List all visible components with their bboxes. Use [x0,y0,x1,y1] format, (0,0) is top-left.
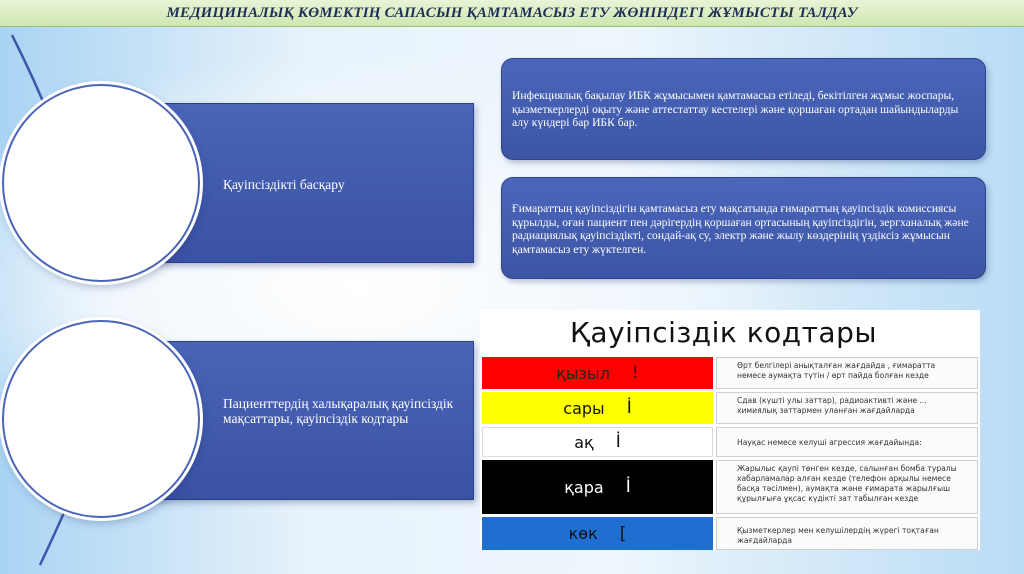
code-row-white [480,427,980,457]
code-name-yellow: сары [563,398,605,418]
swatch-black [482,460,713,514]
page-title: МЕДИЦИНАЛЫҚ КӨМЕКТІҢ САПАСЫН ҚАМТАМАСЫЗ ЕТУ ЖӨНІНДЕГІ ЖҰМЫСТЫ ТАЛДАУ [166,4,858,21]
code-row-black [480,460,980,514]
swatch-blue [482,517,713,550]
info-box-building-safety [501,177,986,279]
title-bar [0,0,1024,27]
code-row-yellow [480,392,980,424]
code-mark-black: İ [625,477,631,497]
circle-bullet-2 [2,320,200,518]
code-desc-black: Жарылыс қаупі төнген кезде, салынған бомба туралы хабарламалар алған кезде (телефон арқылы немесе басқа тәсілмен), аумақта және ғимарата жарылғыш құрылғыға ұқсас күдікті зат табылған кезде [716,460,978,514]
code-mark-white: İ [615,432,621,452]
code-mark-red: ! [631,363,639,383]
code-mark-yellow: İ [626,398,632,418]
code-desc-white: Науқас немесе келуші агрессия жағдайында: [716,427,978,457]
code-mark-blue: [ [619,523,627,544]
code-row-blue [480,517,980,550]
panel-label-safety-management: Қауіпсіздікті басқару [223,177,345,192]
code-desc-blue: Қызметкерлер мен келушілердің жүрегі тоқтаған жағдайларда [716,517,978,550]
code-name-blue: көк [568,524,598,543]
info-text-building-safety: Ғимараттың қауіпсіздігін қамтамасыз ету мақсатында ғимараттың қауіпсіздік комиссиясы құрылды, оған пациент пен дәрігердің қоршаған ортасының қауіпсіздігін, зергханалық және радиациялық қауіпсіздікті, сондай-ақ су, электр және жылу көздерінің үздіксіз жұмысын қамтамасыз ету жүктелген. [512,202,969,256]
safety-codes-title: Қауіпсіздік кодтары [570,316,877,349]
code-name-white: ақ [574,432,594,452]
swatch-red [482,357,713,389]
info-text-infection-control: Инфекциялық бақылау ИБК жұмысымен қамтамасыз етіледі, бекітілген жұмыс жоспары, қызметкерлерді оқыту және аттестаттау кестелері және қоршаған ортадан шайындыларды алу күндері бар ИБК бар. [512,89,959,130]
swatch-white [482,427,713,457]
code-name-black: қара [564,477,604,497]
safety-codes-table [480,310,980,550]
info-box-infection-control [501,58,986,160]
code-row-red [480,357,980,389]
code-desc-yellow: Сдав (күшті улы заттар), радиоактивті және ... химиялық заттармен уланған жағдайларда [716,392,978,424]
circle-bullet-1 [2,84,200,282]
swatch-yellow [482,392,713,424]
panel-label-patient-safety-goals: Пациенттердің халықаралық қауіпсіздік мақсаттары, қауіпсіздік кодтары [223,396,454,426]
code-name-red: қызыл [556,363,610,383]
code-desc-red: Өрт белгілері анықталған жағдайда , ғимаратта немесе аумақта түтін / өрт пайда болған кезде [716,357,978,389]
